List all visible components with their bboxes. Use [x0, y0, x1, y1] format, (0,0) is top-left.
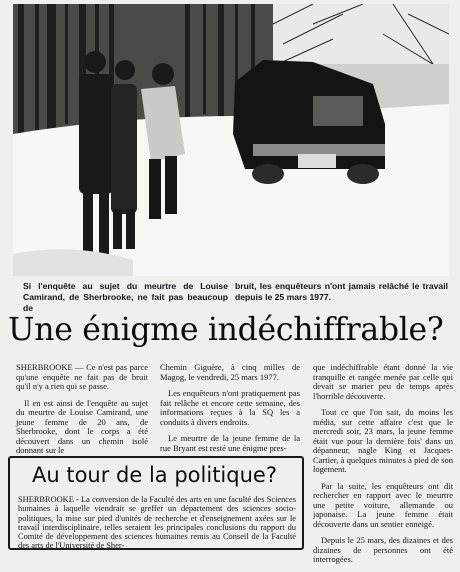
paragraph: Chemin Giguère, à cinq milles de Magog, le vendredi, 25 mars 1977. — [160, 362, 300, 382]
photo-caption-left: Si l'enquête au sujet du meurtre de Louise Camirand, de Sherbrooke, ne fait pas beaucoup de — [23, 281, 228, 313]
sidebar-text: SHERBROOKE - La conversion de la Faculté des arts en une faculté des Sciences humaines à laquelle viendrait se greffer un département des sciences socio-politiques, la mise sur pied d'unités de recherche et d'enseignement axées sur le travail interdisciplinaire, telles seraient les principales conclusions du rapport du Comité de développement des sciences humaines remis au Conseil de la Faculté des arts de l'Université de Sher- — [18, 495, 296, 551]
sidebar-box — [8, 456, 304, 550]
paragraph: Il en est ainsi de l'enquête au sujet du meurtre de Louise Camirand, une jeune femme de 20 ans, de Sherbrooke, dont le corps a été découvert dans un chemin isolé donnant sur le — [16, 397, 148, 455]
paragraph: Tout ce que l'on sait, du moins les média, sur cette affaire c'est que le mercredi soir, 23 mars, la jeune femme était vue pour la dernière fois' dans un dépanneur, nagle King et Jacques-Cartier, à quelques minutes à pied de son logement. — [313, 407, 453, 474]
paragraph: Par la suite, les enquêteurs ont dit rechercher en rapport avec le meurtre une petite voiture, allemande ou japonaise. La jeune femme était découverte dans un sentier enneigé. — [313, 480, 453, 529]
paragraph: que indéchiffrable étant donné la vie tranquille et rangée menée par celle qui devait se marier peu de temps après l'horrible découverte. — [313, 362, 453, 401]
paragraph: Depuis le 25 mars, des dizaines et des dizaines de personnes ont été interrogées. — [313, 535, 453, 564]
article-column-3 — [313, 363, 453, 572]
article-column-1 — [16, 363, 148, 463]
paragraph: Le meurtre de la jeune femme de la rue Bryant est resté une énigme pres- — [160, 433, 300, 453]
news-photo — [13, 4, 449, 276]
article-column-2 — [160, 363, 300, 460]
paragraph: Les enquêteurs n'ont pratiquement pas fait relâche et encore cette semaine, des informations reçues à la SQ les a conduits à divers endroits. — [160, 388, 300, 427]
photo-caption-right: bruit, les enquêteurs n'ont jamais relâché le travail depuis le 25 mars 1977. — [235, 281, 448, 302]
headline: Une énigme indéchiffrable? — [8, 312, 444, 348]
sidebar-title: Au tour de la politique? — [32, 463, 277, 487]
paragraph: SHERBROOKE — Ce n'est pas parce qu'une enquête ne fait pas de bruit qu'il n'y a rien qui se passe. — [16, 362, 148, 391]
